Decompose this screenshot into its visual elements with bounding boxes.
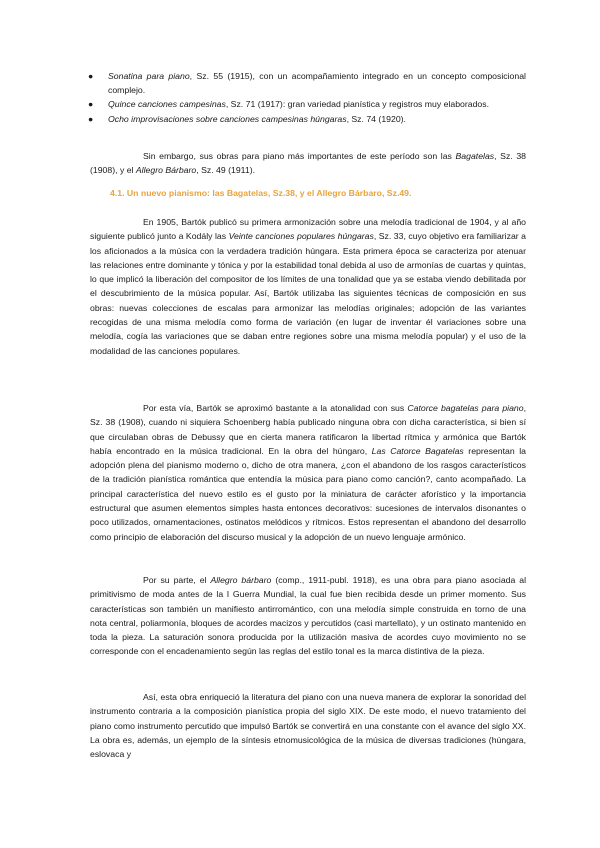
intro-paragraph bbox=[90, 149, 526, 178]
text-run: , Sz. 38 (1908), y el bbox=[90, 151, 526, 176]
work-description: , Sz. 71 (1917): gran variedad pianística y registros muy elaborados. bbox=[225, 99, 490, 109]
text-run: Por esta vía, Bartók se aproximó bastante a la atonalidad con sus bbox=[143, 403, 408, 413]
work-title: Quince canciones campesinas bbox=[108, 99, 226, 109]
work-title: Catorce bagatelas para piano bbox=[407, 403, 524, 413]
paragraph-bagatelas bbox=[90, 401, 526, 544]
list-item bbox=[90, 98, 526, 112]
work-title: Sonatina para piano bbox=[108, 71, 190, 81]
paragraph-conclusion: Así, esta obra enriqueció la literatura del piano con una nueva manera de explorar la sonoridad del instrumento contraria a la composición pianística propia del siglo XIX. De este modo, el nuevo tratamiento del piano como instrumento percutido que impulsó Bartók se convertirá en una constante con el avance del siglo XX. La obra es, además, un ejemplo de la síntesis etnomusicológica de la música de diversas tradiciones (húngara, eslovaca y bbox=[90, 692, 526, 760]
section-heading: 4.1. Un nuevo pianismo: las Bagatelas, Sz.38, y el Allegro Bárbaro, Sz.49. bbox=[110, 188, 412, 198]
list-item bbox=[90, 113, 526, 127]
text-run: representan la adopción plena del pianismo moderno o, dicho de otra manera, ¿con el abandono de los rasgos característicos de la tradición pianística romántica que entendía la música para piano como canción?, canto acompañado. La principal característica del nuevo estilo es el gusto por la miniatura de carácter aforístico y la importancia estructural que asumen elementos simples hasta entonces decorativos: sucesiones de intervalos disonantes o poco utilizados, ornamentaciones, ostinatos melódicos y rítmicos. Estos representan el abandono del desarrollo como principio de elaboración del discurso musical y la adopción de un nuevo lenguaje armónico. bbox=[90, 445, 526, 542]
bullet-icon: ● bbox=[88, 71, 94, 81]
text-run: En 1905, Bartók publicó su primera armonización sobre una melodía tradicional de 1904, y al año siguiente publicó junto a Kodály las bbox=[90, 217, 526, 242]
paragraph-allegro bbox=[90, 573, 526, 659]
text-run: (comp., 1911-publ. 1918), es una obra para piano asociada al primitivismo de moda antes de la I Guerra Mundial, la cual fue bien recibida desde un primer momento. Sus características son también un manifiesto antirromántico, con una melodía simple construida en torno de una nota central, poliarmonía, bloques de acordes macizos y percutidos (casi martellato), y un ostinato mantenido en toda la pieza. La saturación sonora producida por la utilización masiva de acordes cuyo movimiento no se corresponde con el encadenamiento según las reglas del estilo tonal es la marca distintiva de la pieza. bbox=[90, 575, 527, 657]
work-description: , Sz. 74 (1920). bbox=[346, 113, 406, 124]
list-item bbox=[90, 70, 526, 97]
text-run: Por su parte, el bbox=[143, 575, 211, 585]
work-title: Ocho improvisaciones sobre canciones campesinas húngaras bbox=[108, 113, 347, 124]
work-title: Allegro Bárbaro bbox=[135, 165, 197, 176]
work-description: , Sz. 55 (1915), con un acompañamiento integrado en un concepto composicional complejo. bbox=[108, 71, 526, 95]
text-run: Sin embargo, sus obras para piano más importantes de este período son las bbox=[143, 151, 456, 161]
bullet-icon: ● bbox=[88, 113, 94, 124]
bullet-icon: ● bbox=[88, 99, 94, 109]
work-title: Veinte canciones populares húngaras bbox=[228, 231, 374, 242]
work-title: Allegro bárbaro bbox=[210, 575, 272, 585]
works-list bbox=[90, 70, 526, 127]
work-title: Las Catorce Bagatelas bbox=[371, 445, 464, 456]
text-run: , Sz. 49 (1911). bbox=[196, 165, 255, 176]
paragraph-1905 bbox=[90, 215, 526, 358]
text-run: , Sz. 33, cuyo objetivo era familiarizar a los aficionados a la música con la verdadera tradición húngara. Esta primera época se caracteriza por atenuar las relaciones entre dominante y tónica y por la estabilidad tonal debida al uso de armonías de cuartas y quintas, lo que implicó la liberación del compositor de los límites de una tonalidad que ya se estaba viendo debilitada por el descubrimiento de la música popular. Así, Bartók utilizaba las siguientes técnicas de composición en sus obras: nuevas colecciones de escalas para armonizar las melodías originales; adopción de las variantes recogidas de una misma melodía como forma de variación (en lugar de inventar él variaciones sobre una melodía, cogía las variaciones que se daban entre regiones sobre una misma melodía popular) y el uso de la modalidad de las canciones populares. bbox=[90, 231, 526, 356]
work-title: Bagatelas bbox=[455, 151, 495, 161]
text-run: , Sz. 38 (1908), cuando ni siquiera Schoenberg había publicado ninguna obra con dicha característica, si bien sí que circulaban obras de Debussy que en cierta manera ratificaron la libertad rítmica y armónica que Bartók había encontrado en la música tradicional. En la obra del húngaro, bbox=[90, 403, 527, 456]
